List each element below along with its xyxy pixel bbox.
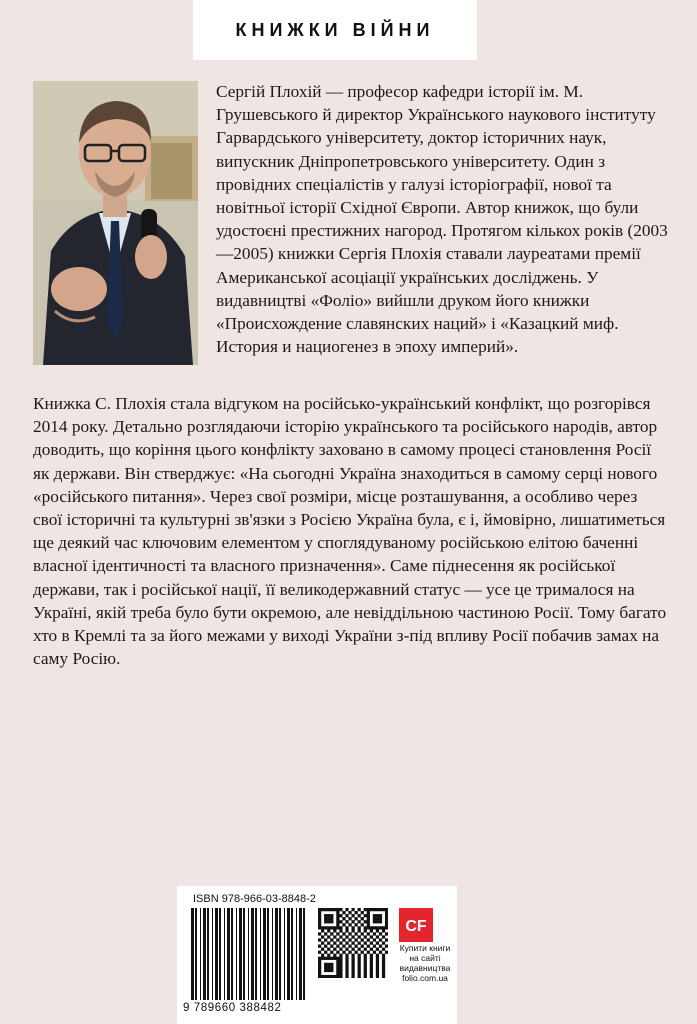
author-portrait-image <box>33 81 198 365</box>
publisher-logo <box>399 908 433 942</box>
publisher-caption-line: folio.com.ua <box>402 973 448 983</box>
publisher-caption-line: Купити книги <box>399 943 451 953</box>
publisher-caption <box>395 943 455 983</box>
author-bio-text: Сергій Плохій — професор кафедри історії ім. М. Грушевського й директор Українського наукового інституту Гарвардського університету, доктор історичних наук, випускник Дніпропетровського університету. Один з провідних спеціалістів у галузі історіографії, нової та новітньої історії Східної Європи. Автор книжок, що були удостоєні престижних нагород. Протягом кількох років (2003—2005) книжки Сергія Плохія ставали лауреатами премії Американської асоціації українських досліджень. У видавництві «Фоліо» вийшли друком його книжки «Происхождение славянских наций» і «Казацкий миф. История и нациогенез в эпоху империй». <box>216 82 668 357</box>
book-description-text: Книжка С. Плохія стала відгуком на російсько-український конфлікт, що розгорівся 2014 року. Детально розглядаючи історію українського та російського народів, автор доводить, що коріння цього конфлікту заховано в самому процесі становлення Росії як держави. Він стверджує: «На сьогодні Україна знаходиться в самому серці нового «російського питання». Через свої розміри, місце розташування, а особливо через свої історичні та культурні зв'язки з Росією Україна була, є і, ймовірно, лишатиметься ще деякий час ключовим елементом у споглядуваному російською елітою баченні власної ідентичності та власного призначення». Саме піднесення як російської держави, так і російської нації, її великодержавний статус — усе це трималося на Україні, якій треба було бути окремою, але невіддільною частиною Росії. Тому багато хто в Кремлі та за його межами у виході України з-під впливу Росії побачив замах на саму Росію. <box>33 394 667 669</box>
author-bio <box>216 80 682 358</box>
series-header <box>193 0 477 60</box>
qr-code-image <box>318 908 388 978</box>
series-title: КНИЖКИ ВІЙНИ <box>235 19 435 40</box>
isbn-text: ISBN 978-966-03-8848-2 <box>193 893 316 905</box>
publisher-caption-line: видавництва <box>399 963 451 973</box>
book-description <box>33 392 669 670</box>
barcode-digits: 9 789660 388482 <box>183 1002 282 1014</box>
barcode-panel <box>177 886 457 1024</box>
publisher-caption-line: на сайті <box>409 953 441 963</box>
barcode-image <box>189 908 311 1000</box>
publisher-logo-text: CF <box>405 918 427 935</box>
author-photo <box>33 81 198 365</box>
